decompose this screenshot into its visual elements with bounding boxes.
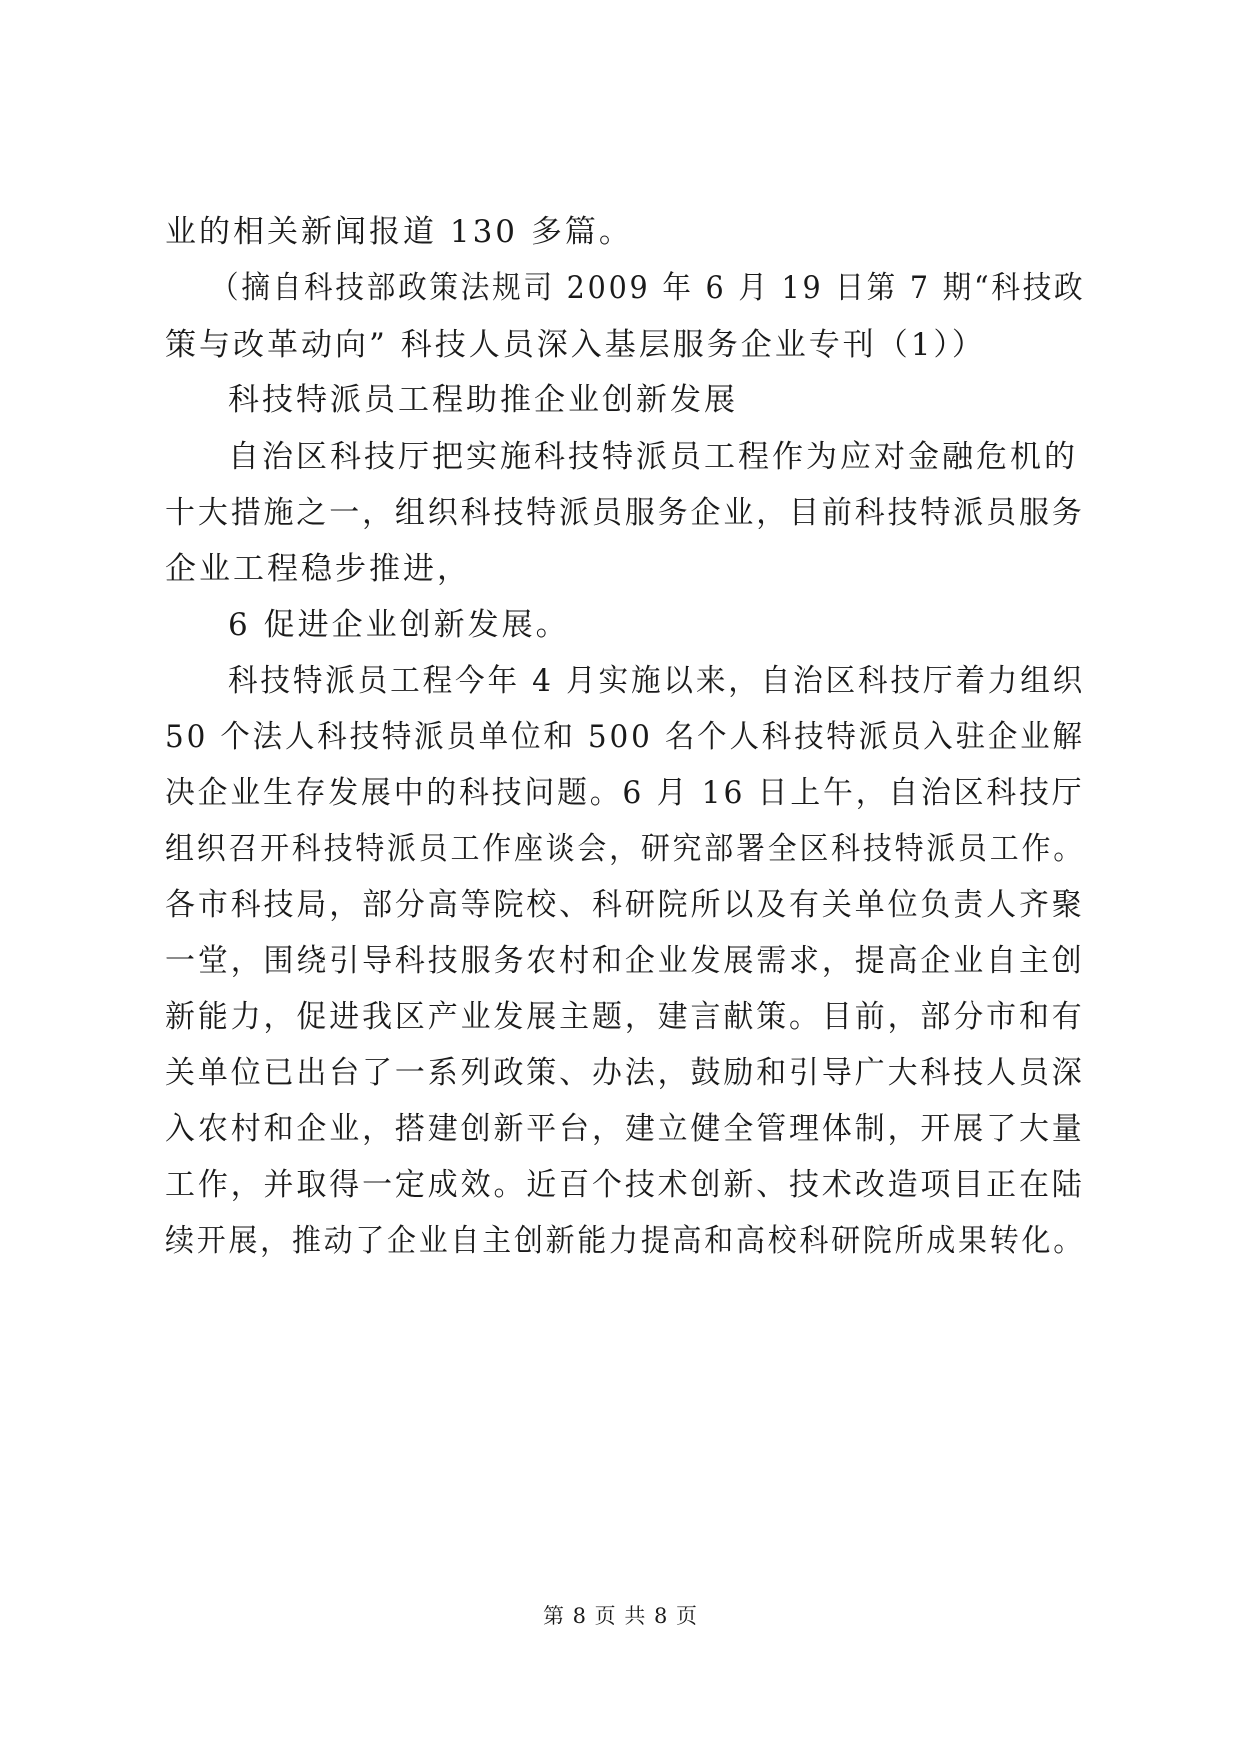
text-line-16: 关单位已出台了一系列政策、办法，鼓励和引导广大科技人员深: [165, 1055, 1085, 1091]
section-heading: 科技特派员工程助推企业创新发展: [228, 382, 738, 418]
text-line-5: 自治区科技厅把实施科技特派员工程作为应对金融危机的: [228, 439, 1078, 475]
text-line-3: 策与改革动向” 科技人员深入基层服务企业专刊（1））: [165, 327, 986, 363]
text-line-1: 业的相关新闻报道 130 多篇。: [165, 214, 633, 250]
text-line-7: 企业工程稳步推进，: [165, 551, 471, 587]
text-line-10: 50 个法人科技特派员单位和 500 名个人科技特派员入驻企业解: [165, 719, 1085, 755]
text-line-19: 续开展，推动了企业自主创新能力提高和高校科研院所成果转化。: [165, 1223, 1085, 1259]
page-footer: 第 8 页 共 8 页: [542, 1604, 699, 1628]
text-line-6: 十大措施之一，组织科技特派员服务企业，目前科技特派员服务: [165, 495, 1085, 531]
text-line-18: 工作，并取得一定成效。近百个技术创新、技术改造项目正在陆: [165, 1167, 1085, 1203]
text-line-14: 一堂，围绕引导科技服务农村和企业发展需求，提高企业自主创: [165, 943, 1085, 979]
text-line-2: （摘自科技部政策法规司 2009 年 6 月 19 日第 7 期“科技政: [210, 270, 1086, 306]
text-line-13: 各市科技局，部分高等院校、科研院所以及有关单位负责人齐聚: [165, 887, 1085, 923]
text-line-17: 入农村和企业，搭建创新平台，建立健全管理体制，开展了大量: [165, 1111, 1085, 1147]
text-line-11: 决企业生存发展中的科技问题。6 月 16 日上午，自治区科技厅: [165, 775, 1085, 811]
text-line-8: 6 促进企业创新发展。: [228, 607, 570, 643]
text-line-15: 新能力，促进我区产业发展主题，建言献策。目前，部分市和有: [165, 999, 1085, 1035]
text-line-9: 科技特派员工程今年 4 月实施以来，自治区科技厅着力组织: [228, 663, 1086, 699]
text-line-12: 组织召开科技特派员工作座谈会，研究部署全区科技特派员工作。: [165, 831, 1085, 867]
